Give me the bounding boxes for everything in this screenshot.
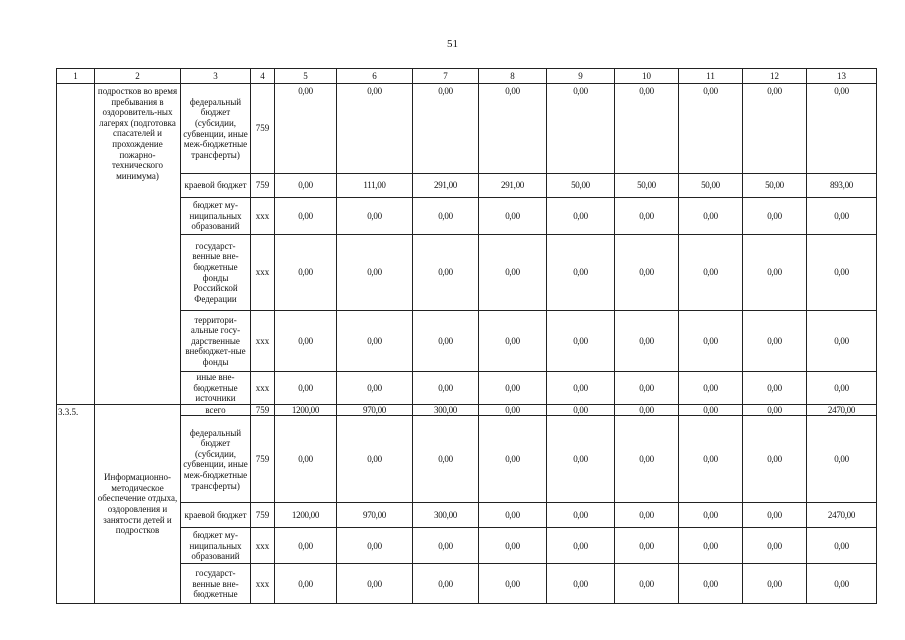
amount-cell: 0,00 xyxy=(743,372,807,405)
amount-cell: 0,00 xyxy=(479,311,547,372)
amount-cell: 50,00 xyxy=(547,174,615,198)
amount-cell: 0,00 xyxy=(807,311,877,372)
budget-table xyxy=(56,68,877,604)
amount-cell: 300,00 xyxy=(413,503,479,528)
column-header: 7 xyxy=(413,69,479,84)
amount-cell: 0,00 xyxy=(807,84,877,174)
amount-cell: 0,00 xyxy=(615,564,679,604)
amount-cell: 0,00 xyxy=(413,416,479,503)
amount-cell: 0,00 xyxy=(479,528,547,564)
amount-cell: 300,00 xyxy=(413,404,479,416)
funding-source: государст-венные вне-бюджетные фонды Российской Федерации xyxy=(181,235,251,311)
amount-cell: 0,00 xyxy=(275,528,337,564)
page-number: 51 xyxy=(447,38,458,50)
amount-cell: 0,00 xyxy=(679,372,743,405)
amount-cell: 2470,00 xyxy=(807,503,877,528)
activity-name: подростков во время пребывания в оздоровитель-ных лагерях (подготовка спасателей и прохождение пожарно-технического минимума) xyxy=(95,84,181,405)
amount-cell: 0,00 xyxy=(547,311,615,372)
amount-cell: 0,00 xyxy=(337,528,413,564)
column-header: 9 xyxy=(547,69,615,84)
funding-source: всего xyxy=(181,404,251,416)
table-body xyxy=(57,84,877,604)
column-header: 1 xyxy=(57,69,95,84)
column-header: 4 xyxy=(251,69,275,84)
amount-cell: 0,00 xyxy=(547,503,615,528)
amount-cell: 0,00 xyxy=(413,84,479,174)
amount-cell: 0,00 xyxy=(413,528,479,564)
amount-cell: 0,00 xyxy=(679,311,743,372)
column-header: 13 xyxy=(807,69,877,84)
budget-code: 759 xyxy=(251,174,275,198)
budget-code: xxx xyxy=(251,198,275,235)
amount-cell: 0,00 xyxy=(679,416,743,503)
amount-cell: 0,00 xyxy=(413,198,479,235)
amount-cell: 0,00 xyxy=(479,235,547,311)
amount-cell: 0,00 xyxy=(743,198,807,235)
amount-cell: 0,00 xyxy=(413,564,479,604)
amount-cell: 0,00 xyxy=(679,564,743,604)
amount-cell: 0,00 xyxy=(479,404,547,416)
amount-cell: 0,00 xyxy=(679,198,743,235)
budget-code: xxx xyxy=(251,564,275,604)
table-row xyxy=(57,404,877,416)
amount-cell: 0,00 xyxy=(547,198,615,235)
amount-cell: 0,00 xyxy=(679,84,743,174)
funding-source: иные вне-бюджетные источники xyxy=(181,372,251,405)
amount-cell: 0,00 xyxy=(615,416,679,503)
amount-cell: 0,00 xyxy=(615,84,679,174)
amount-cell: 0,00 xyxy=(743,528,807,564)
amount-cell: 0,00 xyxy=(679,528,743,564)
amount-cell: 0,00 xyxy=(275,198,337,235)
funding-source: краевой бюджет xyxy=(181,174,251,198)
budget-code: xxx xyxy=(251,372,275,405)
amount-cell: 0,00 xyxy=(479,372,547,405)
amount-cell: 291,00 xyxy=(413,174,479,198)
amount-cell: 0,00 xyxy=(479,84,547,174)
amount-cell: 0,00 xyxy=(615,198,679,235)
amount-cell: 970,00 xyxy=(337,503,413,528)
amount-cell: 111,00 xyxy=(337,174,413,198)
amount-cell: 0,00 xyxy=(547,372,615,405)
amount-cell: 0,00 xyxy=(275,84,337,174)
budget-code: 759 xyxy=(251,84,275,174)
amount-cell: 0,00 xyxy=(743,404,807,416)
amount-cell: 0,00 xyxy=(479,503,547,528)
column-header: 10 xyxy=(615,69,679,84)
amount-cell: 0,00 xyxy=(547,416,615,503)
amount-cell: 0,00 xyxy=(275,372,337,405)
budget-code: xxx xyxy=(251,311,275,372)
amount-cell: 0,00 xyxy=(337,311,413,372)
amount-cell: 0,00 xyxy=(479,564,547,604)
activity-name: Информационно-методическое обеспечение отдыха, оздоровления и занятости детей и подростков xyxy=(95,404,181,604)
amount-cell: 0,00 xyxy=(615,235,679,311)
amount-cell: 0,00 xyxy=(743,503,807,528)
amount-cell: 0,00 xyxy=(743,564,807,604)
column-header: 2 xyxy=(95,69,181,84)
column-header: 6 xyxy=(337,69,413,84)
amount-cell: 0,00 xyxy=(275,235,337,311)
amount-cell: 0,00 xyxy=(337,416,413,503)
amount-cell: 291,00 xyxy=(479,174,547,198)
column-header: 8 xyxy=(479,69,547,84)
amount-cell: 0,00 xyxy=(275,311,337,372)
amount-cell: 1200,00 xyxy=(275,404,337,416)
amount-cell: 0,00 xyxy=(807,564,877,604)
funding-source: территори-альные госу-дарственные внебюджет-ные фонды xyxy=(181,311,251,372)
item-number: 3.3.5. xyxy=(57,404,95,604)
column-number-row xyxy=(57,69,877,84)
amount-cell: 0,00 xyxy=(275,174,337,198)
amount-cell: 0,00 xyxy=(479,416,547,503)
amount-cell: 0,00 xyxy=(337,564,413,604)
amount-cell: 50,00 xyxy=(679,174,743,198)
amount-cell: 893,00 xyxy=(807,174,877,198)
amount-cell: 0,00 xyxy=(807,372,877,405)
column-header: 5 xyxy=(275,69,337,84)
amount-cell: 0,00 xyxy=(615,503,679,528)
amount-cell: 0,00 xyxy=(413,372,479,405)
amount-cell: 0,00 xyxy=(807,416,877,503)
amount-cell: 0,00 xyxy=(547,528,615,564)
amount-cell: 0,00 xyxy=(615,372,679,405)
amount-cell: 0,00 xyxy=(337,84,413,174)
amount-cell: 0,00 xyxy=(807,198,877,235)
column-header: 12 xyxy=(743,69,807,84)
amount-cell: 50,00 xyxy=(615,174,679,198)
amount-cell: 0,00 xyxy=(743,311,807,372)
budget-code: 759 xyxy=(251,416,275,503)
budget-code: xxx xyxy=(251,235,275,311)
amount-cell: 0,00 xyxy=(479,198,547,235)
column-header: 11 xyxy=(679,69,743,84)
amount-cell: 0,00 xyxy=(547,84,615,174)
amount-cell: 0,00 xyxy=(615,404,679,416)
budget-code: 759 xyxy=(251,503,275,528)
amount-cell: 0,00 xyxy=(337,198,413,235)
amount-cell: 0,00 xyxy=(743,84,807,174)
amount-cell: 0,00 xyxy=(743,235,807,311)
amount-cell: 0,00 xyxy=(807,235,877,311)
amount-cell: 0,00 xyxy=(275,564,337,604)
budget-code: 759 xyxy=(251,404,275,416)
amount-cell: 2470,00 xyxy=(807,404,877,416)
amount-cell: 0,00 xyxy=(679,404,743,416)
item-number xyxy=(57,84,95,405)
amount-cell: 0,00 xyxy=(413,235,479,311)
amount-cell: 0,00 xyxy=(547,235,615,311)
amount-cell: 0,00 xyxy=(679,235,743,311)
amount-cell: 0,00 xyxy=(547,564,615,604)
amount-cell: 0,00 xyxy=(807,528,877,564)
amount-cell: 0,00 xyxy=(679,503,743,528)
funding-source: государст-венные вне-бюджетные xyxy=(181,564,251,604)
amount-cell: 0,00 xyxy=(547,404,615,416)
funding-source: краевой бюджет xyxy=(181,503,251,528)
amount-cell: 0,00 xyxy=(743,416,807,503)
amount-cell: 970,00 xyxy=(337,404,413,416)
amount-cell: 0,00 xyxy=(275,416,337,503)
funding-source: федеральный бюджет (субсидии, субвенции, иные меж-бюджетные трансферты) xyxy=(181,416,251,503)
amount-cell: 1200,00 xyxy=(275,503,337,528)
amount-cell: 0,00 xyxy=(615,311,679,372)
funding-source: федеральный бюджет (субсидии, субвенции, иные меж-бюджетные трансферты) xyxy=(181,84,251,174)
budget-code: xxx xyxy=(251,528,275,564)
amount-cell: 0,00 xyxy=(337,235,413,311)
table-row xyxy=(57,84,877,174)
amount-cell: 50,00 xyxy=(743,174,807,198)
funding-source: бюджет му-ниципальных образований xyxy=(181,528,251,564)
amount-cell: 0,00 xyxy=(337,372,413,405)
amount-cell: 0,00 xyxy=(615,528,679,564)
column-header: 3 xyxy=(181,69,251,84)
amount-cell: 0,00 xyxy=(413,311,479,372)
funding-source: бюджет му-ниципальных образований xyxy=(181,198,251,235)
